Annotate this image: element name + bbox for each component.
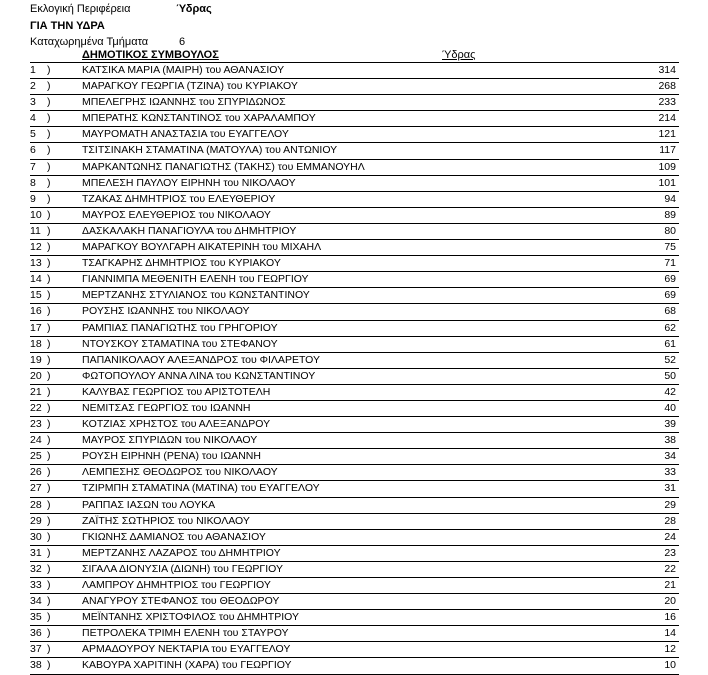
row-number-paren: ) (47, 80, 51, 93)
vote-count: 20 (664, 595, 676, 608)
vote-count: 24 (664, 530, 676, 543)
row-number: 29 (30, 514, 42, 527)
row-number-paren: ) (47, 530, 51, 543)
vote-count: 50 (664, 369, 676, 382)
vote-count: 71 (664, 257, 676, 270)
row-number: 19 (30, 353, 42, 366)
row-number-paren: ) (47, 241, 51, 254)
row-number-paren: ) (47, 643, 51, 656)
vote-count: 31 (664, 482, 676, 495)
candidate-name: ΜΕΪΝΤΑΝΗΣ ΧΡΙΣΤΟΦΙΛΟΣ του ΔΗΜΗΤΡΙΟΥ (82, 611, 299, 624)
candidate-name: ΜΑΥΡΟΣ ΕΛΕΥΘΕΡΙΟΣ του ΝΙΚΟΛΑΟΥ (82, 208, 271, 221)
table-row (30, 498, 679, 514)
row-number: 10 (30, 208, 42, 221)
vote-count: 38 (664, 434, 676, 447)
vote-count: 29 (664, 498, 676, 511)
candidate-name: ΠΑΠΑΝΙΚΟΛΑΟΥ ΑΛΕΞΑΝΔΡΟΣ του ΦΙΛΑΡΕΤΟΥ (82, 353, 321, 366)
table-row (30, 578, 679, 594)
table-row (30, 530, 679, 546)
row-number-paren: ) (47, 401, 51, 414)
row-number: 15 (30, 289, 42, 302)
vote-count: 62 (664, 321, 676, 334)
candidate-name: ΚΑΛΥΒΑΣ ΓΕΩΡΓΙΟΣ του ΑΡΙΣΤΟΤΕΛΗ (82, 385, 271, 398)
vote-count: 314 (658, 64, 676, 76)
candidate-name: ΚΑΤΣΙΚΑ ΜΑΡΙΑ (ΜΑΙΡΗ) του ΑΘΑΝΑΣΙΟΥ (82, 64, 285, 76)
candidate-name: ΜΑΡΚΑΝΤΩΝΗΣ ΠΑΝΑΓΙΩΤΗΣ (ΤΑΚΗΣ) του ΕΜΜΑΝΟΥΗΛ (82, 160, 365, 173)
table-column-header (30, 49, 679, 63)
row-number-paren: ) (47, 562, 51, 575)
candidate-name: ΑΝΑΓΥΡΟΥ ΣΤΕΦΑΝΟΣ του ΘΕΟΔΩΡΟΥ (82, 595, 280, 608)
row-number: 27 (30, 482, 42, 495)
row-number-paren: ) (47, 160, 51, 173)
table-row (30, 208, 679, 224)
row-number-paren: ) (47, 144, 51, 157)
district-label: Εκλογική Περιφέρεια (30, 3, 131, 15)
vote-count: 121 (658, 128, 676, 141)
row-number: 28 (30, 498, 42, 511)
row-number-paren: ) (47, 305, 51, 318)
row-number: 37 (30, 643, 42, 656)
row-number: 21 (30, 385, 42, 398)
vote-count: 21 (664, 579, 676, 591)
table-row (30, 353, 679, 369)
row-number-paren: ) (47, 627, 51, 640)
row-number: 11 (30, 224, 41, 237)
candidate-name: ΣΙΓΑΛΑ ΔΙΟΝΥΣΙΑ (ΔΙΩΝΗ) του ΓΕΩΡΓΙΟΥ (82, 562, 283, 575)
table-row (30, 240, 679, 256)
row-number: 33 (30, 579, 42, 591)
table-row (30, 95, 679, 111)
candidate-name: ΖΑΪΤΗΣ ΣΩΤΗΡΙΟΣ του ΝΙΚΟΛΑΟΥ (82, 514, 250, 527)
row-number-paren: ) (47, 466, 51, 479)
candidate-name: ΚΟΤΖΙΑΣ ΧΡΗΣΤΟΣ του ΑΛΕΞΑΝΔΡΟΥ (82, 418, 271, 431)
row-number-paren: ) (47, 579, 51, 591)
row-number: 5 (30, 128, 36, 141)
vote-count: 69 (664, 273, 676, 286)
row-number: 38 (30, 659, 42, 672)
table-row (30, 111, 679, 127)
row-number-paren: ) (47, 418, 51, 431)
candidate-name: ΡΑΠΠΑΣ ΙΑΣΩΝ του ΛΟΥΚΑ (82, 498, 216, 511)
candidate-name: ΤΣΙΤΣΙΝΑΚΗ ΣΤΑΜΑΤΙΝΑ (ΜΑΤΟΥΛΑ) του ΑΝΤΩΝΙΟΥ (82, 144, 338, 157)
candidate-name: ΜΕΡΤΖΑΝΗΣ ΛΑΖΑΡΟΣ του ΔΗΜΗΤΡΙΟΥ (82, 546, 281, 559)
table-row (30, 224, 679, 240)
vote-count: 10 (664, 659, 676, 672)
row-number-paren: ) (47, 369, 51, 382)
candidate-name: ΜΠΕΡΑΤΗΣ ΚΩΝΣΤΑΝΤΙΝΟΣ του ΧΑΡΑΛΑΜΠΟΥ (82, 112, 316, 125)
row-number: 17 (30, 321, 42, 334)
row-number-paren: ) (47, 353, 51, 366)
row-number: 9 (30, 192, 36, 205)
row-number: 16 (30, 305, 42, 318)
table-row (30, 288, 679, 304)
municipality-column-label: Ύδρας (442, 49, 476, 61)
table-row (30, 433, 679, 449)
vote-count: 33 (664, 466, 676, 479)
candidate-name: ΛΑΜΠΡΟΥ ΔΗΜΗΤΡΙΟΣ του ΓΕΩΡΓΙΟΥ (82, 579, 271, 591)
candidate-name: ΠΕΤΡΟΛΕΚΑ ΤΡΙΜΗ ΕΛΕΝΗ του ΣΤΑΥΡΟΥ (82, 627, 289, 640)
row-number-paren: ) (47, 112, 51, 125)
table-row (30, 594, 679, 610)
column-header-label: ΔΗΜΟΤΙΚΟΣ ΣΥΜΒΟΥΛΟΣ (82, 49, 219, 61)
vote-count: 69 (664, 289, 676, 302)
row-number-paren: ) (47, 434, 51, 447)
vote-count: 34 (664, 450, 676, 463)
row-number: 24 (30, 434, 42, 447)
candidate-name: ΤΖΙΡΜΠΗ ΣΤΑΜΑΤΙΝΑ (ΜΑΤΙΝΑ) του ΕΥΑΓΓΕΛΟΥ (82, 482, 320, 495)
row-number: 23 (30, 418, 42, 431)
candidate-name: ΡΑΜΠΙΑΣ ΠΑΝΑΓΙΩΤΗΣ του ΓΡΗΓΟΡΙΟΥ (82, 321, 278, 334)
row-number: 22 (30, 401, 42, 414)
row-number-paren: ) (47, 192, 51, 205)
candidate-name: ΡΟΥΣΗΣ ΙΩΑΝΝΗΣ του ΝΙΚΟΛΑΟΥ (82, 305, 250, 318)
row-number: 34 (30, 595, 42, 608)
candidate-name: ΤΣΑΓΚΑΡΗΣ ΔΗΜΗΤΡΙΟΣ του ΚΥΡΙΑΚΟΥ (82, 257, 281, 270)
vote-count: 12 (664, 643, 676, 656)
vote-count: 42 (664, 385, 676, 398)
vote-count: 23 (664, 546, 676, 559)
candidate-name: ΑΡΜΑΔΟΥΡΟΥ ΝΕΚΤΑΡΙΑ του ΕΥΑΓΓΕΛΟΥ (82, 643, 291, 656)
table-row (30, 626, 679, 642)
vote-count: 75 (664, 241, 676, 254)
sections-value: 6 (179, 36, 186, 48)
table-body (30, 63, 679, 675)
table-row (30, 449, 679, 465)
document-subtitle: ΓΙΑ ΤΗΝ ΥΔΡΑ (30, 20, 105, 32)
vote-count: 117 (659, 144, 676, 157)
row-number: 12 (30, 241, 42, 254)
table-row (30, 304, 679, 320)
row-number-paren: ) (47, 96, 51, 109)
row-number-paren: ) (47, 64, 51, 76)
row-number: 14 (30, 273, 42, 286)
row-number: 13 (30, 257, 42, 270)
row-number: 2 (30, 80, 36, 93)
row-number: 3 (30, 96, 36, 109)
candidate-name: ΜΑΥΡΟΣ ΣΠΥΡΙΔΩΝ του ΝΙΚΟΛΑΟΥ (82, 434, 258, 447)
candidate-name: ΜΑΥΡΟΜΑΤΗ ΑΝΑΣΤΑΣΙΑ του ΕΥΑΓΓΕΛΟΥ (82, 128, 289, 141)
candidate-name: ΤΖΑΚΑΣ ΔΗΜΗΤΡΙΟΣ του ΕΛΕΥΘΕΡΙΟΥ (82, 192, 276, 205)
row-number-paren: ) (47, 128, 51, 141)
row-number: 26 (30, 466, 42, 479)
vote-count: 214 (658, 112, 676, 125)
table-row (30, 481, 679, 497)
table-row (30, 337, 679, 353)
candidate-name: ΜΑΡΑΓΚΟΥ ΓΕΩΡΓΙΑ (ΤΖΙΝΑ) του ΚΥΡΙΑΚΟΥ (82, 80, 298, 93)
row-number-paren: ) (47, 224, 51, 237)
row-number: 36 (30, 627, 42, 640)
table-row (30, 321, 679, 337)
row-number-paren: ) (47, 611, 51, 624)
vote-count: 52 (664, 353, 676, 366)
vote-count: 28 (664, 514, 676, 527)
vote-count: 109 (658, 160, 676, 173)
row-number: 31 (30, 546, 42, 559)
vote-count: 61 (664, 337, 676, 350)
row-number-paren: ) (47, 176, 51, 189)
row-number-paren: ) (47, 337, 51, 350)
row-number-paren: ) (47, 385, 51, 398)
table-row (30, 369, 679, 385)
row-number-paren: ) (47, 289, 51, 302)
table-row (30, 176, 679, 192)
candidate-name: ΜΕΡΤΖΑΝΗΣ ΣΤΥΛΙΑΝΟΣ του ΚΩΝΣΤΑΝΤΙΝΟΥ (82, 289, 310, 302)
vote-count: 16 (664, 611, 676, 624)
row-number: 6 (30, 144, 36, 157)
row-number: 4 (30, 112, 36, 125)
row-number-paren: ) (47, 257, 51, 270)
vote-count: 39 (664, 418, 676, 431)
row-number: 20 (30, 369, 42, 382)
candidate-name: ΦΩΤΟΠΟΥΛΟΥ ΑΝΝΑ ΛΙΝΑ του ΚΩΝΣΤΑΝΤΙΝΟΥ (82, 369, 316, 382)
candidate-name: ΜΠΕΛΕΣΗ ΠΑΥΛΟΥ ΕΙΡΗΝΗ του ΝΙΚΟΛΑΟΥ (82, 176, 296, 189)
candidate-name: ΓΙΑΝΝΙΜΠΑ ΜΕΘΕΝΙΤΗ ΕΛΕΝΗ του ΓΕΩΡΓΙΟΥ (82, 273, 309, 286)
row-number-paren: ) (47, 273, 51, 286)
row-number-paren: ) (47, 208, 51, 221)
table-row (30, 127, 679, 143)
row-number: 7 (30, 160, 36, 173)
row-number-paren: ) (47, 595, 51, 608)
candidate-name: ΚΑΒΟΥΡΑ ΧΑΡΙΤΙΝΗ (ΧΑΡΑ) του ΓΕΩΡΓΙΟΥ (82, 659, 292, 672)
candidate-name: ΔΑΣΚΑΛΑΚΗ ΠΑΝΑΓΙΟΥΛΑ του ΔΗΜΗΤΡΙΟΥ (82, 224, 297, 237)
vote-count: 233 (658, 96, 676, 109)
district-value: Ύδρας (176, 3, 212, 15)
row-number-paren: ) (47, 321, 51, 334)
row-number-paren: ) (47, 514, 51, 527)
row-number: 1 (30, 64, 36, 76)
candidate-name: ΛΕΜΠΕΣΗΣ ΘΕΟΔΩΡΟΣ του ΝΙΚΟΛΑΟΥ (82, 466, 278, 479)
table-row (30, 562, 679, 578)
table-row (30, 417, 679, 433)
results-table (30, 49, 679, 675)
vote-count: 80 (664, 224, 676, 237)
vote-count: 89 (664, 208, 676, 221)
vote-count: 40 (664, 401, 676, 414)
table-row (30, 79, 679, 95)
table-row (30, 192, 679, 208)
table-row (30, 143, 679, 159)
table-row (30, 546, 679, 562)
candidate-name: ΜΠΕΛΕΓΡΗΣ ΙΩΑΝΝΗΣ του ΣΠΥΡΙΔΩΝΟΣ (82, 96, 286, 109)
row-number: 18 (30, 337, 42, 350)
table-row (30, 610, 679, 626)
candidate-name: ΡΟΥΣΗ ΕΙΡΗΝΗ (ΡΕΝΑ) του ΙΩΑΝΝΗ (82, 450, 261, 463)
table-row (30, 465, 679, 481)
row-number-paren: ) (47, 482, 51, 495)
candidate-name: ΜΑΡΑΓΚΟΥ ΒΟΥΛΓΑΡΗ ΑΙΚΑΤΕΡΙΝΗ του ΜΙΧΑΗΛ (82, 241, 322, 254)
table-row (30, 642, 679, 658)
vote-count: 94 (664, 192, 676, 205)
row-number-paren: ) (47, 450, 51, 463)
table-row (30, 160, 679, 176)
table-row (30, 385, 679, 401)
vote-count: 22 (664, 562, 676, 575)
vote-count: 101 (658, 176, 676, 189)
row-number: 8 (30, 176, 36, 189)
row-number-paren: ) (47, 546, 51, 559)
candidate-name: ΝΤΟΥΣΚΟΥ ΣΤΑΜΑΤΙΝΑ του ΣΤΕΦΑΝΟΥ (82, 337, 278, 350)
table-row (30, 272, 679, 288)
sections-label: Καταχωρημένα Τμήματα (30, 36, 149, 48)
vote-count: 68 (664, 305, 676, 318)
table-row (30, 63, 679, 79)
table-row (30, 401, 679, 417)
table-row (30, 658, 679, 674)
row-number-paren: ) (47, 498, 51, 511)
row-number-paren: ) (47, 659, 51, 672)
candidate-name: ΓΚΙΩΝΗΣ ΔΑΜΙΑΝΟΣ του ΑΘΑΝΑΣΙΟΥ (82, 530, 266, 543)
table-row (30, 514, 679, 530)
row-number: 30 (30, 530, 42, 543)
candidate-name: ΝΕΜΙΤΣΑΣ ΓΕΩΡΓΙΟΣ του ΙΩΑΝΝΗ (82, 401, 251, 414)
vote-count: 268 (658, 80, 676, 93)
row-number: 35 (30, 611, 42, 624)
row-number: 25 (30, 450, 42, 463)
vote-count: 14 (664, 627, 676, 640)
row-number: 32 (30, 562, 42, 575)
table-row (30, 256, 679, 272)
